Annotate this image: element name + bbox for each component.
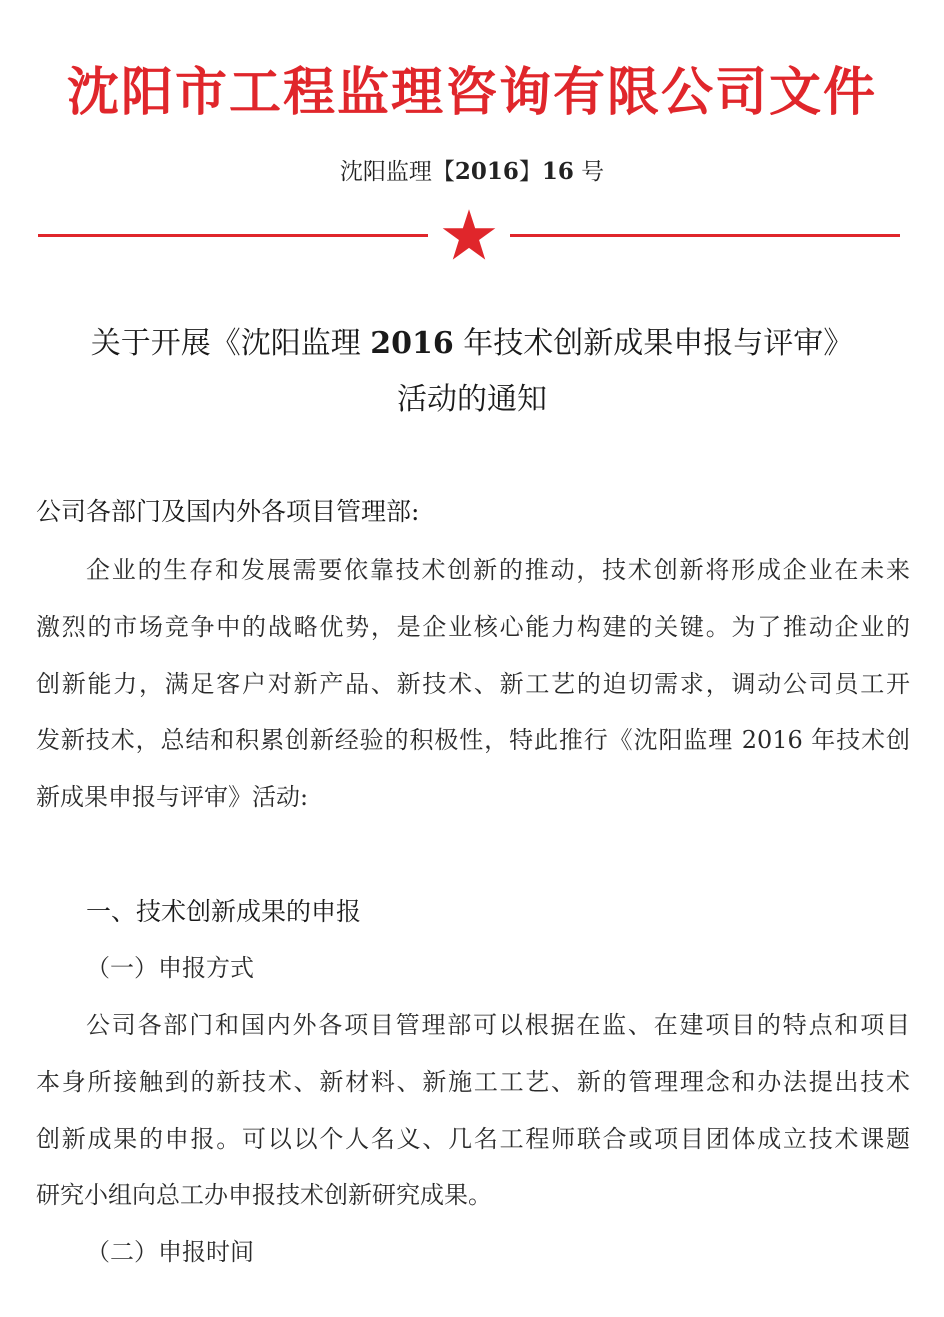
document-number <box>0 155 944 189</box>
subsection-paragraph-line: 创新成果的申报。可以以个人名义、几名工程师联合或项目团体成立技术课题 <box>36 1125 910 1153</box>
subsection-paragraph-line: 研究小组向总工办申报技术创新研究成果。 <box>36 1181 492 1209</box>
header-divider-right <box>510 234 900 237</box>
subsection-heading: （二）申报时间 <box>86 1238 254 1266</box>
intro-paragraph-line: 发新技术，总结和积累创新经验的积极性，特此推行《沈阳监理 2016 年技术创 <box>36 726 910 754</box>
doc-number-suffix: 号 <box>573 159 605 185</box>
doc-number-num: 16 <box>541 158 574 185</box>
notice-title-line-1 <box>0 322 944 366</box>
notice-title-part-a: 关于开展《沈阳监理 <box>90 326 371 361</box>
notice-title-year: 2016 <box>370 326 454 361</box>
intro-paragraph-line: 激烈的市场竞争中的战略优势，是企业核心能力构建的关键。为了推动企业的 <box>36 613 910 641</box>
intro-paragraph-line: 企业的生存和发展需要依靠技术创新的推动，技术创新将形成企业在未来 <box>86 556 910 584</box>
subsection-paragraph-line: 本身所接触到的新技术、新材料、新施工工艺、新的管理理念和办法提出技术 <box>36 1068 910 1096</box>
subsection-paragraph-line: 公司各部门和国内外各项目管理部可以根据在监、在建项目的特点和项目 <box>86 1011 910 1039</box>
red-star-icon <box>441 207 497 263</box>
organization-title: 沈阳市工程监理咨询有限公司文件 <box>66 63 877 123</box>
subsection-heading: （一）申报方式 <box>86 954 254 982</box>
doc-number-prefix: 沈阳监理【 <box>339 159 455 185</box>
header-divider-left <box>38 234 428 237</box>
intro-paragraph-line: 新成果申报与评审》活动: <box>36 783 309 811</box>
intro-paragraph-line: 创新能力，满足客户对新产品、新技术、新工艺的迫切需求，调动公司员工开 <box>36 670 910 698</box>
doc-number-bracket: 】 <box>518 159 542 185</box>
notice-title-part-b: 年技术创新成果申报与评审》 <box>453 326 854 361</box>
notice-title-line-2: 活动的通知 <box>397 382 547 417</box>
doc-number-year: 2016 <box>454 158 519 185</box>
salutation: 公司各部门及国内外各项目管理部: <box>36 497 420 526</box>
section-heading: 一、技术创新成果的申报 <box>86 897 362 926</box>
